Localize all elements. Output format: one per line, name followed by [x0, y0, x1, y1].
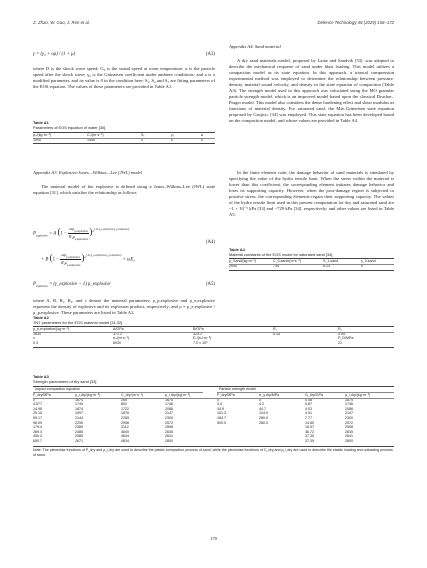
equation-exponent: e(−R₂ρ_e,explosive/ρ_p,explosive)	[84, 253, 122, 259]
table-cell: 14.80	[305, 420, 314, 425]
table-cell: 1874	[75, 406, 83, 411]
table-cell: 36.72	[305, 429, 314, 434]
table-a4-title: Material constants of the EOS model for saturated sand [34].	[229, 252, 334, 257]
table-cell: 289.4	[33, 429, 42, 434]
table-cell: B/GPa	[193, 327, 204, 331]
equation-term: 1 −	[60, 231, 67, 237]
table-cell: 2800	[165, 438, 173, 443]
equation-paren: (	[57, 226, 61, 237]
paragraph-jwl-intro: The material model of the explosive is defined using a Jones–Wilkins–Lee (JWL) state equation [31], which satisfies the relationship as follows	[33, 184, 215, 195]
equation-fraction	[68, 226, 89, 241]
equation-symbol: P	[33, 231, 36, 237]
table-a1-caption	[33, 120, 106, 130]
paragraph-sand-model: A dry sand materials model, proposed by Laine and Sandvik [33], was adopted to describe the mechanical response of sand under blast loading. This model utilizes a compaction model as its state equation. In this approach, a triaxial compression experimental method was employed to determine the relationship between pressure, density, material sound velocity, and density in the state equation of compaction (Table A3). The strength model used in this approach was calculated using the MO granular particle strength model, which is an improved model based upon the classical Drucker–Prager model. This model also considers the dense hardening effect and shear modulus as functions of material density. For saturated sand, the Mie–Grüneisen state equation proposed by Grujicic [34] was employed. This state equation has been developed based on the compaction model, and whose values are provided in Table A4.	[229, 58, 394, 123]
equation-exponent: e(−R₁ρ_e,explosive/ρ_p,explosive)	[92, 227, 130, 233]
running-header-authors: Z. Zhao, W. Gao, J. Ren et al.	[33, 20, 90, 25]
table-cell: 4.03	[305, 406, 312, 411]
table-a4-label: Table A4	[229, 247, 245, 252]
table-cell: 280.0	[259, 415, 268, 420]
table-a3-group-particle: Particle strength model	[219, 387, 256, 391]
table-cell: σ_y,dry/MPa	[259, 393, 280, 397]
table-a2-mid-rule	[33, 332, 394, 333]
table-cell: 4.2	[259, 402, 264, 407]
section-heading-a4: Appendix A4. Sand material	[229, 44, 281, 49]
table-cell: A/GPa	[113, 327, 124, 331]
equation-symbol: R₂ρ	[61, 259, 67, 265]
table-cell: 37.35	[305, 438, 314, 443]
paragraph-jwl-parameters: where A, B, R₁, R₂, and c denote the material parameters; ρ_p,explosive and ρ_e,explosive represent the density of explosive and its explosion product, respectively; and ρ = ρ_e,explosive / ρ_p,explosive. These parameters are listed in Table A2.	[33, 298, 215, 315]
table-cell: G_dry/GPa	[305, 393, 323, 397]
table-cell: C_0,sand/(m·s⁻¹)	[273, 259, 301, 263]
table-cell: 650.7	[33, 438, 42, 443]
table-cell: 1674	[345, 397, 353, 402]
table-cell: P_D/MPa	[338, 336, 354, 341]
table-cell: 184.7	[217, 415, 226, 420]
table-a2-caption	[33, 315, 123, 325]
table-cell: 4600	[121, 429, 129, 434]
table-cell: 2380	[75, 425, 83, 430]
equation-subscript: e,explosive	[66, 262, 81, 267]
table-cell: ρ_e,explosive/(kg·m⁻³)	[33, 327, 70, 331]
table-a1-mid-rule	[33, 138, 215, 139]
table-cell: 500.0	[217, 420, 226, 425]
table-cell: ρ_i,dry/(kg·m⁻³)	[165, 393, 191, 397]
table-cell: 2300	[165, 415, 173, 420]
table-cell: 280.0	[259, 420, 268, 425]
table-cell: S₁	[141, 133, 145, 137]
table-a3-note: Note: The piecewise functions of P_dry and ρ_i,dry are used to describe the plastic compaction process of sand, while the piecewise functions of C_dry and ρ_i,dry are used to describe the elastic loading and unloading process of sand.	[33, 448, 393, 457]
table-cell: 6.23	[323, 263, 330, 268]
table-a3-group-impact: Impact compaction equation	[35, 387, 80, 391]
equation-paren: )	[81, 252, 85, 263]
table-cell	[271, 341, 336, 346]
table-cell: R₁	[273, 327, 277, 331]
table-cell: 16.57	[305, 425, 314, 430]
table-cell: 124.0	[259, 411, 268, 416]
table-cell: 1876	[121, 411, 129, 416]
equation-subscript: p,explosive	[66, 254, 81, 259]
table-cell: 6930	[113, 340, 121, 345]
table-cell: 2300	[345, 415, 353, 420]
table-cell: 1740	[75, 402, 83, 407]
table-a1-label: Table A1	[33, 120, 49, 125]
table-cell: γ₀	[171, 133, 175, 137]
equation-subscript: explosive	[35, 283, 48, 288]
table-cell: 2800	[345, 438, 353, 443]
table-a3	[31, 393, 396, 444]
table-cell: c	[33, 336, 35, 341]
table-cell: 0	[361, 263, 363, 268]
table-cell: 2598	[345, 425, 353, 430]
table-a3-header-rule	[33, 398, 394, 399]
table-cell: 2040	[229, 263, 237, 268]
equation-exponent-term: R₂ρ_e,explosive	[88, 253, 106, 257]
table-cell: 2956	[121, 420, 129, 425]
table-cell: 4634	[121, 438, 129, 443]
paragraph-eos-definitions: where D is the shock wave speed; G₀ is the sound speed at room temperature; u is the particle speed after the shock wave; γ₀ is the Grüneisen coefficient under ambient conditions; and a is a modified parameter, and its value is 0 in the condition here; S₁, S₂ and S₃ are fitting parameters of the EOS equation. The values of these parameters are provided in Table A1.	[33, 66, 215, 89]
table-a1-bottom-rule	[33, 143, 215, 144]
table-a4-bottom-rule	[229, 270, 394, 271]
table-a1-title: Parameters of EOS equation of water [30].	[33, 125, 107, 130]
table-cell: 2144	[75, 415, 83, 420]
table-cell: 371.2	[113, 331, 122, 336]
table-a2	[31, 327, 396, 345]
table-cell: 1997	[75, 411, 83, 416]
table-a4-mid-rule	[229, 264, 394, 265]
table-a2-label: Table A2	[33, 315, 49, 320]
equation-term: + B	[41, 257, 49, 263]
equation-symbol: P	[33, 282, 36, 287]
table-cell: 98.09	[33, 420, 42, 425]
table-cell: 0.3	[33, 340, 38, 345]
table-a4-caption	[229, 247, 333, 257]
table-cell: 7.0 × 10⁶	[193, 340, 208, 345]
table-cell: P_dry/MPa	[33, 393, 51, 397]
table-cell: 265	[121, 397, 127, 402]
table-cell: 1746	[345, 402, 353, 407]
equation-term: = A	[49, 231, 57, 237]
table-a2-title: TNT parameters for the EOS material model [31,32].	[33, 320, 124, 325]
equation-a5-number: (A5)	[205, 282, 215, 287]
table-cell	[215, 439, 257, 444]
table-cell: 101.3	[217, 411, 226, 416]
table-cell: 29.15	[33, 411, 42, 416]
equation-a4-line2	[41, 252, 135, 267]
table-cell: R₂	[338, 327, 342, 331]
table-cell: 0.87	[305, 402, 312, 407]
table-cell: C₀/(m·s⁻¹)	[87, 133, 104, 137]
table-cell: 2485	[75, 429, 83, 434]
table-cell: 2086	[165, 406, 173, 411]
table-cell: 2572	[165, 420, 173, 425]
table-cell: 34.9	[217, 406, 224, 411]
equation-term: 1 −	[52, 257, 59, 263]
table-cell: E₀/(kJ·m⁻³)	[193, 336, 212, 341]
table-a3-caption	[33, 374, 97, 384]
equation-subscript: explosive	[35, 233, 48, 238]
table-cell: 852	[121, 402, 127, 407]
table-cell: 0	[33, 397, 35, 402]
table-cell	[257, 439, 303, 444]
equation-term: + ωE₀	[122, 257, 135, 263]
table-cell: 1450	[87, 137, 95, 142]
equation-symbol: R₁ρ	[69, 233, 75, 239]
table-a2-bottom-rule	[33, 347, 394, 348]
table-cell: 2265	[121, 415, 129, 420]
table-cell: 323.1	[193, 331, 202, 336]
table-a3-top-rule	[33, 386, 394, 387]
table-cell: 2147	[165, 411, 173, 416]
table-cell: 1000	[33, 137, 41, 142]
table-cell: 37.35	[305, 434, 314, 439]
table-cell: 1722	[121, 406, 129, 411]
equation-paren: )	[89, 226, 93, 237]
table-cell: 4.91	[305, 411, 312, 416]
table-cell: 4634	[121, 434, 129, 439]
paragraph-sand-damage: In the finite element code, the damage behavior of sand materials is simulated by specifying the value of the hydro tensile limit. When the stress within the material is lower than this coefficient, the corresponding element initiates damage behavior and loses its supporting capacity. However, when the post-damage region is subjected to positive stress, the corresponding elements regain their supporting capacity. The values of the hydro tensile limit used in this present computation for dry and saturated sand are −1 × 10⁻⁵ kPa [33] and −729 kPa [34], respectively; and other values are listed in Table A5.	[229, 170, 394, 217]
table-cell: 3112	[121, 425, 129, 430]
table-cell: 4.577	[33, 402, 42, 407]
equation-fraction	[60, 252, 81, 267]
table-cell: S_1,sand	[323, 259, 339, 263]
table-cell: 1674	[165, 397, 173, 402]
equation-exponent-term: ρ_p,explosive	[106, 253, 121, 257]
table-cell: 7.77	[305, 415, 312, 420]
equation-symbol: ωρ	[69, 226, 75, 231]
table-cell: 2598	[165, 425, 173, 430]
table-cell: 0.95	[338, 331, 345, 336]
equation-a4-number: (A4)	[205, 240, 215, 245]
equation-exponent-term: R₁ρ_e,explosive	[96, 227, 114, 231]
table-cell: 179.4	[33, 425, 42, 430]
table-cell: ρ₀/(kg·m⁻³)	[33, 133, 52, 137]
running-header-journal: Defence Technology 48 (2025) 156–172	[317, 20, 394, 25]
table-cell: C_dry/(m·s⁻¹)	[121, 393, 144, 397]
equation-a3-number: (A3)	[205, 52, 215, 57]
table-cell: 0	[259, 397, 261, 402]
table-cell: 450.2	[33, 434, 42, 439]
table-cell: ρ_i,dry/(kg·m⁻³)	[75, 393, 101, 397]
table-a3-label: Table A3	[33, 374, 49, 379]
table-cell: 44.7	[259, 406, 266, 411]
table-a3-bottom-rule	[33, 446, 394, 447]
equation-subscript: e,explosive	[74, 236, 89, 241]
equation-a3-text: γ = (γ₀ + aμ) / (1 + μ)	[33, 52, 76, 57]
table-cell: 2671	[75, 438, 83, 443]
table-cell: a	[201, 133, 203, 137]
table-cell: ρ_Sand/(kg·m⁻³)	[229, 259, 256, 263]
table-cell: 1674	[75, 397, 83, 402]
equation-a5	[33, 282, 215, 288]
table-cell: 2641	[165, 434, 173, 439]
table-row	[31, 341, 396, 346]
equation-term: = (γ_explosive − 1) ρ_explosive	[49, 282, 111, 287]
section-heading-a3: Appendix A3. Explosive-Jones—Wilkins—Lee (JWL) model	[33, 170, 142, 175]
page-number: 170	[210, 536, 217, 541]
table-cell: 2250	[75, 420, 83, 425]
table-cell: ρ_i,dry/(kg·m⁻³)	[345, 393, 371, 397]
table-cell: 3.4	[217, 402, 222, 407]
table-cell: 0	[201, 137, 203, 142]
table-cell: 2635	[345, 429, 353, 434]
table-a3-title: Strength parameters of dry sand [33].	[33, 379, 98, 384]
table-cell: 0	[141, 137, 143, 142]
equation-a4	[33, 212, 215, 274]
table-cell: 2572	[345, 420, 353, 425]
table-cell: 14.98	[33, 406, 42, 411]
table-cell: 0	[217, 397, 219, 402]
equation-exponent-term: ρ_p,explosive	[113, 227, 129, 231]
table-cell: P_dry/MPa	[217, 393, 235, 397]
table-cell: 2641	[345, 434, 353, 439]
table-cell: 735	[273, 263, 279, 268]
table-cell: 1630	[33, 331, 41, 336]
equation-paren: (	[49, 252, 53, 263]
table-cell: 1746	[165, 402, 173, 407]
table-cell: 2086	[345, 406, 353, 411]
table-cell: 21	[338, 340, 342, 345]
table-cell: 4.15	[273, 331, 280, 336]
table-cell: 2635	[165, 429, 173, 434]
equation-a4-line1	[33, 226, 129, 241]
equation-symbol: ωρ	[61, 252, 67, 257]
equation-a3	[33, 52, 215, 57]
table-cell: 2585	[75, 434, 83, 439]
table-row	[31, 439, 396, 444]
table-cell: 0.08	[305, 397, 312, 402]
table-cell: 2147	[345, 411, 353, 416]
table-cell: 59.17	[33, 415, 42, 420]
table-cell: 0	[171, 137, 173, 142]
equation-subscript: p,explosive	[74, 228, 88, 233]
table-cell: γ_0,sand	[361, 259, 376, 263]
table-cell: e₀/(m·s⁻¹)	[113, 336, 129, 341]
